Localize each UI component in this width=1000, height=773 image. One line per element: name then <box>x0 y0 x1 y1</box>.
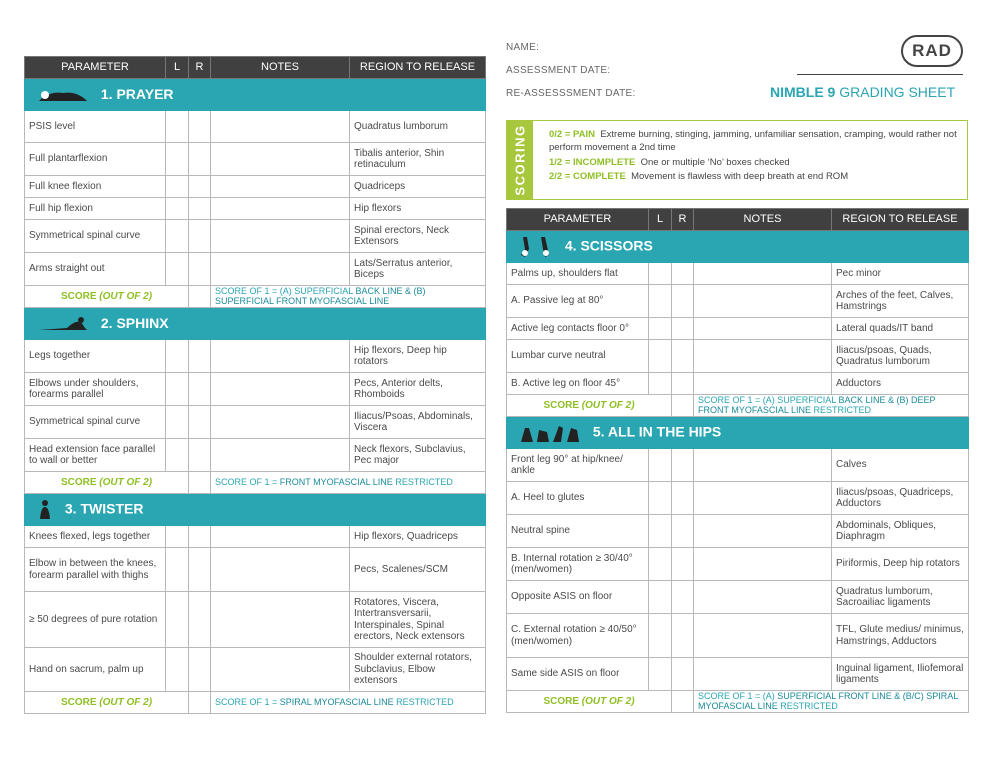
header-divider <box>797 74 963 75</box>
right-check[interactable] <box>189 340 211 373</box>
score-out-of: (OUT OF 2) <box>581 695 635 707</box>
parameter-cell: Neutral spine <box>507 515 649 548</box>
notes-cell[interactable] <box>211 253 350 286</box>
parameter-cell: Hand on sacrum, palm up <box>25 648 166 692</box>
region-cell: Quadratus lumborum <box>350 111 486 143</box>
left-check[interactable] <box>649 482 672 515</box>
left-check[interactable] <box>649 548 672 581</box>
prayer-rows <box>25 111 486 286</box>
notes-cell[interactable] <box>694 548 832 581</box>
table-row <box>507 318 969 340</box>
region-cell: Adductors <box>832 373 969 395</box>
region-cell: Pecs, Scalenes/SCM <box>350 548 486 592</box>
notes-cell[interactable] <box>211 111 350 143</box>
right-check[interactable] <box>189 526 211 548</box>
section-prayer <box>25 79 486 111</box>
parameter-cell: Symmetrical spinal curve <box>25 406 166 439</box>
right-check[interactable] <box>189 439 211 472</box>
left-check[interactable] <box>166 111 189 143</box>
left-check[interactable] <box>649 373 672 395</box>
parameter-cell: ≥ 50 degrees of pure rotation <box>25 592 166 648</box>
title-bold: NIMBLE 9 <box>770 84 836 100</box>
notes-cell[interactable] <box>211 526 350 548</box>
twister-rows <box>25 526 486 692</box>
pain-label: 0/2 = PAIN <box>549 129 596 140</box>
parameter-cell: PSIS level <box>25 111 166 143</box>
assessment-date-label: ASSESSMENT DATE: <box>506 65 611 76</box>
table-row <box>507 614 969 658</box>
left-check[interactable] <box>649 285 672 318</box>
scissors-pose-icon <box>519 235 553 259</box>
notes-cell[interactable] <box>694 581 832 614</box>
section-title-twister: 3. TWISTER <box>64 500 144 517</box>
right-check[interactable] <box>189 143 211 176</box>
right-check[interactable] <box>189 253 211 286</box>
table-row <box>507 449 969 482</box>
right-check[interactable] <box>672 581 694 614</box>
complete-label: 2/2 = COMPLETE <box>549 171 626 183</box>
right-check[interactable] <box>189 548 211 592</box>
score-label: SCORE <box>543 695 582 707</box>
notes-cell[interactable] <box>694 318 832 340</box>
parameter-cell: A. Heel to glutes <box>507 482 649 515</box>
score-text-line: SUPERFICIAL FRONT LINE & (B/C) SPIRAL MYOFASCIAL LINE <box>698 691 958 711</box>
scoring-complete <box>549 171 959 184</box>
table-row <box>507 548 969 581</box>
parameter-cell: Elbow in between the knees, forearm parallel with thighs <box>25 548 166 592</box>
score-text-a: SCORE OF 1 = <box>215 696 280 707</box>
parameter-cell: Symmetrical spinal curve <box>25 220 166 253</box>
region-cell: Iliacus/psoas, Quads, Quadratus lumborum <box>832 340 969 373</box>
sphinx-pose-icon <box>37 316 89 332</box>
score-input[interactable] <box>672 395 694 417</box>
score-text-line: BACK LINE & (B) DEEP FRONT MYOFASCIAL LINE <box>698 395 936 415</box>
score-row-sphinx <box>25 472 486 494</box>
region-cell: Piriformis, Deep hip rotators <box>832 548 969 581</box>
sphinx-rows <box>25 340 486 472</box>
table-row <box>25 220 486 253</box>
notes-cell[interactable] <box>694 614 832 658</box>
hips-rows <box>507 449 969 691</box>
parameter-cell: Front leg 90° at hip/knee/ ankle <box>507 449 649 482</box>
prayer-pose-icon <box>37 87 89 103</box>
table-row <box>507 658 969 691</box>
right-check[interactable] <box>672 449 694 482</box>
right-check[interactable] <box>672 285 694 318</box>
parameter-cell: Active leg contacts floor 0° <box>507 318 649 340</box>
section-title-sphinx: 2. SPHINX <box>100 314 169 331</box>
parameter-cell: Legs together <box>25 340 166 373</box>
score-label: SCORE <box>60 696 100 708</box>
complete-text: Movement is flawless with deep breath at end ROM <box>631 171 849 183</box>
region-cell: Hip flexors, Deep hip rotators <box>350 340 486 373</box>
notes-cell[interactable] <box>211 548 350 592</box>
score-out-of: (OUT OF 2) <box>581 399 635 411</box>
table-row <box>25 176 486 198</box>
left-check[interactable] <box>166 176 189 198</box>
scoring-pain <box>549 129 959 155</box>
notes-cell[interactable] <box>694 373 832 395</box>
score-row-twister <box>25 692 486 714</box>
table-row <box>25 253 486 286</box>
left-check[interactable] <box>166 592 189 648</box>
right-check[interactable] <box>189 592 211 648</box>
col-r: R <box>672 209 694 231</box>
table-row <box>25 648 486 692</box>
notes-cell[interactable] <box>694 340 832 373</box>
reassessment-date-label: RE-ASSESSSMENT DATE: <box>506 88 636 99</box>
section-title-scissors: 4. SCISSORS <box>564 237 653 254</box>
right-check[interactable] <box>189 176 211 198</box>
table-row <box>25 340 486 373</box>
title-rest: GRADING SHEET <box>835 84 956 100</box>
region-cell: Iliacus/psoas, Quadriceps, Adductors <box>832 482 969 515</box>
notes-cell[interactable] <box>211 406 350 439</box>
col-r: R <box>189 57 211 79</box>
col-l: L <box>649 209 672 231</box>
left-check[interactable] <box>649 515 672 548</box>
score-input[interactable] <box>189 286 211 308</box>
region-cell: Iliacus/Psoas, Abdominals, Viscera <box>350 406 486 439</box>
hips-pose-icon <box>519 422 581 444</box>
parameter-cell: Full hip flexion <box>25 198 166 220</box>
table-row <box>507 285 969 318</box>
table-row <box>25 548 486 592</box>
region-cell: Arches of the feet, Calves, Hamstrings <box>832 285 969 318</box>
scoring-legend <box>506 120 968 200</box>
region-cell: Spinal erectors, Neck Extensors <box>350 220 486 253</box>
parameter-cell: Opposite ASIS on floor <box>507 581 649 614</box>
left-check[interactable] <box>166 406 189 439</box>
notes-cell[interactable] <box>694 515 832 548</box>
section-title-prayer: 1. PRAYER <box>100 85 174 102</box>
score-label: SCORE <box>60 290 100 302</box>
score-input[interactable] <box>189 692 211 714</box>
table-row <box>507 340 969 373</box>
right-check[interactable] <box>672 340 694 373</box>
table-row <box>25 373 486 406</box>
right-check[interactable] <box>672 658 694 691</box>
table-header <box>507 209 969 231</box>
parameter-cell: Lumbar curve neutral <box>507 340 649 373</box>
parameter-cell: Full knee flexion <box>25 176 166 198</box>
score-row-hips <box>507 691 969 713</box>
score-text-c: RESTRICTED <box>777 700 838 711</box>
table-row <box>507 373 969 395</box>
section-scissors <box>507 231 969 263</box>
right-check[interactable] <box>672 263 694 285</box>
col-l: L <box>166 57 189 79</box>
notes-cell[interactable] <box>211 143 350 176</box>
parameter-cell: Knees flexed, legs together <box>25 526 166 548</box>
table-row <box>25 526 486 548</box>
right-check[interactable] <box>672 373 694 395</box>
right-check[interactable] <box>189 648 211 692</box>
page-title <box>770 84 955 100</box>
table-row <box>507 581 969 614</box>
col-notes: NOTES <box>211 57 350 79</box>
right-check[interactable] <box>672 515 694 548</box>
region-cell: Tibalis anterior, Shin retinaculum <box>350 143 486 176</box>
incomplete-text: One or multiple ‘No’ boxes checked <box>640 156 790 168</box>
left-check[interactable] <box>166 526 189 548</box>
score-input[interactable] <box>189 472 211 494</box>
right-check[interactable] <box>189 373 211 406</box>
col-region: REGION TO RELEASE <box>832 209 969 231</box>
right-check[interactable] <box>189 198 211 220</box>
region-cell: Abdominals, Obliques, Diaphragm <box>832 515 969 548</box>
table-header <box>25 57 486 79</box>
name-label: NAME: <box>506 42 540 53</box>
section-title-hips: 5. ALL IN THE HIPS <box>592 423 722 440</box>
col-parameter: PARAMETER <box>507 209 649 231</box>
table-row <box>507 515 969 548</box>
right-check[interactable] <box>672 548 694 581</box>
notes-cell[interactable] <box>694 482 832 515</box>
left-check[interactable] <box>166 253 189 286</box>
notes-cell[interactable] <box>694 658 832 691</box>
scoring-incomplete <box>549 157 959 170</box>
region-cell: Rotatores, Viscera, Intertransversarii, Interspinales, Spinal erectors, Neck extensors <box>350 592 486 648</box>
left-check[interactable] <box>166 143 189 176</box>
score-text-c: RESTRICTED <box>392 476 453 487</box>
left-check[interactable] <box>649 340 672 373</box>
left-grading-table <box>24 56 485 714</box>
score-text-c: RESTRICTED <box>393 696 454 707</box>
score-text-line: BACK LINE & (B) SUPERFICIAL FRONT MYOFASCIAL LINE <box>215 286 426 306</box>
notes-cell[interactable] <box>211 176 350 198</box>
score-out-of: (OUT OF 2) <box>99 290 153 302</box>
left-check[interactable] <box>166 220 189 253</box>
parameter-cell: Arms straight out <box>25 253 166 286</box>
section-hips <box>507 417 969 449</box>
twister-pose-icon <box>37 499 53 521</box>
score-row-prayer <box>25 286 486 308</box>
left-check[interactable] <box>166 548 189 592</box>
parameter-cell: A. Passive leg at 80° <box>507 285 649 318</box>
region-cell: Lateral quads/IT band <box>832 318 969 340</box>
table-row <box>25 406 486 439</box>
score-text-a: SCORE OF 1 = (A) SUPERFICIAL <box>698 395 839 406</box>
score-label: SCORE <box>60 476 100 488</box>
region-cell: Quadriceps <box>350 176 486 198</box>
region-cell: Hip flexors <box>350 198 486 220</box>
region-cell: Quadratus lumborum, Sacroailiac ligaments <box>832 581 969 614</box>
notes-cell[interactable] <box>694 449 832 482</box>
parameter-cell: B. Internal rotation ≥ 30/40° (men/women) <box>507 548 649 581</box>
parameter-cell: Same side ASIS on floor <box>507 658 649 691</box>
scissors-rows <box>507 263 969 395</box>
table-row <box>507 263 969 285</box>
right-check[interactable] <box>672 614 694 658</box>
pain-text: Extreme burning, stinging, jamming, unfamiliar sensation, cramping, would rather not perform movement a 2nd time <box>549 129 957 153</box>
left-check[interactable] <box>649 263 672 285</box>
left-check[interactable] <box>166 373 189 406</box>
notes-cell[interactable] <box>694 263 832 285</box>
table-row <box>25 439 486 472</box>
score-input[interactable] <box>672 691 694 713</box>
notes-cell[interactable] <box>211 648 350 692</box>
left-check[interactable] <box>649 449 672 482</box>
region-cell: Neck flexors, Subclavius, Pec major <box>350 439 486 472</box>
parameter-cell: B. Active leg on floor 45° <box>507 373 649 395</box>
region-cell: Pec minor <box>832 263 969 285</box>
notes-cell[interactable] <box>211 220 350 253</box>
score-text-a: SCORE OF 1 = <box>215 476 280 487</box>
right-check[interactable] <box>189 220 211 253</box>
score-text-c: RESTRICTED <box>811 404 872 415</box>
score-text-line: FRONT MYOFASCIAL LINE <box>279 476 393 487</box>
table-row <box>25 111 486 143</box>
region-cell: Lats/Serratus anterior, Biceps <box>350 253 486 286</box>
incomplete-label: 1/2 = INCOMPLETE <box>549 156 636 168</box>
right-check[interactable] <box>672 318 694 340</box>
section-sphinx <box>25 308 486 340</box>
notes-cell[interactable] <box>694 285 832 318</box>
col-parameter: PARAMETER <box>25 57 166 79</box>
region-cell: Calves <box>832 449 969 482</box>
score-row-scissors <box>507 395 969 417</box>
left-check[interactable] <box>166 340 189 373</box>
score-text-a: SCORE OF 1 = (A) SUPERFICIAL <box>215 286 356 297</box>
left-check[interactable] <box>649 581 672 614</box>
parameter-cell: Full plantarflexion <box>25 143 166 176</box>
table-row <box>25 592 486 648</box>
notes-cell[interactable] <box>211 198 350 220</box>
section-twister <box>25 494 486 526</box>
right-check[interactable] <box>189 406 211 439</box>
table-row <box>25 198 486 220</box>
score-out-of: (OUT OF 2) <box>99 696 153 708</box>
region-cell: Pecs, Anterior delts, Rhomboids <box>350 373 486 406</box>
left-check[interactable] <box>166 439 189 472</box>
table-row <box>507 482 969 515</box>
region-cell: Shoulder external rotators, Subclavius, Elbow extensors <box>350 648 486 692</box>
right-check[interactable] <box>189 111 211 143</box>
notes-cell[interactable] <box>211 373 350 406</box>
notes-cell[interactable] <box>211 340 350 373</box>
left-check[interactable] <box>649 318 672 340</box>
parameter-cell: C. External rotation ≥ 40/50° (men/women) <box>507 614 649 658</box>
left-check[interactable] <box>649 614 672 658</box>
region-cell: TFL, Glute medius/ minimus, Hamstrings, Adductors <box>832 614 969 658</box>
parameter-cell: Head extension face parallel to wall or better <box>25 439 166 472</box>
region-cell: Hip flexors, Quadriceps <box>350 526 486 548</box>
parameter-cell: Palms up, shoulders flat <box>507 263 649 285</box>
table-row <box>25 143 486 176</box>
notes-cell[interactable] <box>211 439 350 472</box>
score-text-line: SPIRAL MYOFASCIAL LINE <box>279 696 394 707</box>
col-region: REGION TO RELEASE <box>350 57 486 79</box>
left-check[interactable] <box>166 198 189 220</box>
scoring-title: SCORING <box>512 124 528 196</box>
score-text-a: SCORE OF 1 = (A) <box>698 691 778 702</box>
score-label: SCORE <box>543 399 582 411</box>
right-check[interactable] <box>672 482 694 515</box>
left-check[interactable] <box>649 658 672 691</box>
region-cell: Inguinal ligament, Iliofemoral ligaments <box>832 658 969 691</box>
left-check[interactable] <box>166 648 189 692</box>
score-out-of: (OUT OF 2) <box>99 476 153 488</box>
notes-cell[interactable] <box>211 592 350 648</box>
col-notes: NOTES <box>694 209 832 231</box>
right-grading-table <box>506 208 968 713</box>
rad-logo: RAD <box>901 35 963 67</box>
parameter-cell: Elbows under shoulders, forearms parallel <box>25 373 166 406</box>
